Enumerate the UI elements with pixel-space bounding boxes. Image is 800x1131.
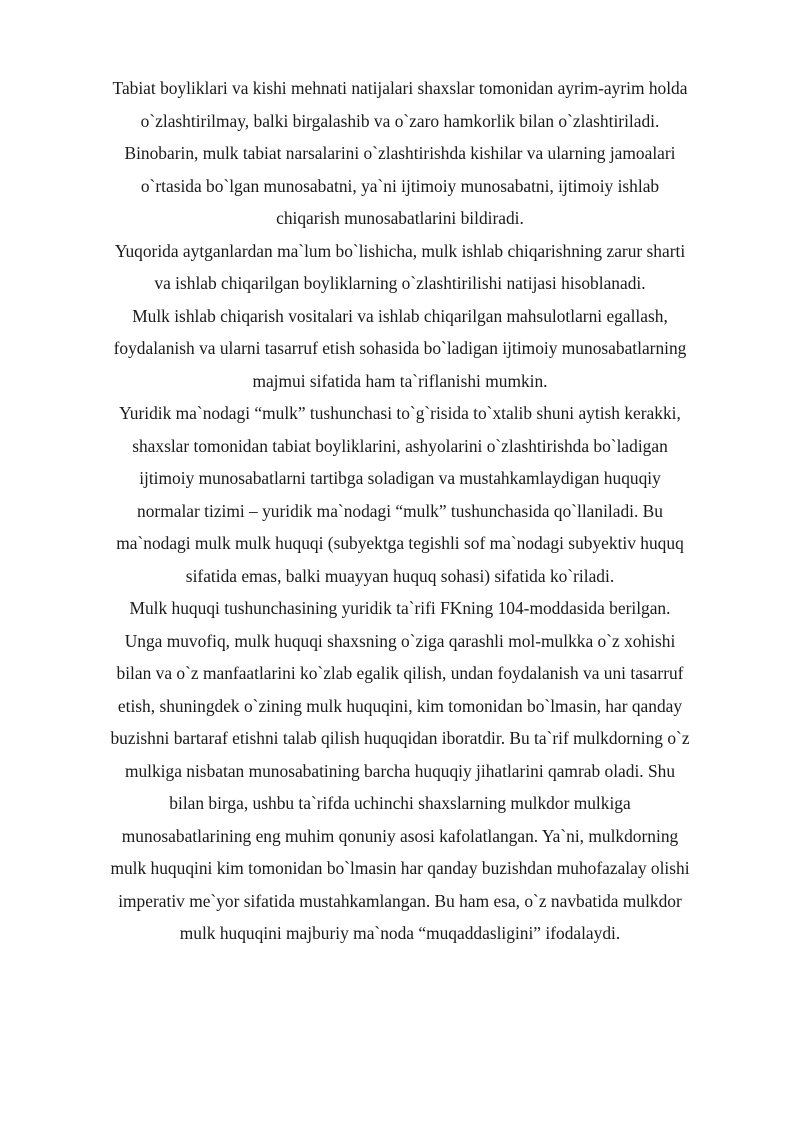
text-line: ijtimoiy munosabatlarni tartibga soladigan va mustahkamlaydigan huquqiy xyxy=(139,468,661,488)
text-line: bilan birga, ushbu ta`rifda uchinchi shaxslarning mulkdor mulkiga xyxy=(169,793,631,813)
text-line: Mulk huquqi tushunchasining yuridik ta`rifi FKning 104-moddasida berilgan. xyxy=(129,598,671,618)
text-line: Unga muvofiq, mulk huquqi shaxsning o`ziga qarashli mol-mulkka o`z xohishi xyxy=(124,630,676,651)
text-line: ma`nodagi mulk mulk huquqi (subyektga tegishli sof ma`nodagi subyektiv huquq xyxy=(116,533,684,553)
text-line: va ishlab chiqarilgan boyliklarning o`zlashtirilishi natijasi hisoblanadi. xyxy=(154,273,646,293)
text-line: mulk huquqini majburiy ma`noda “muqaddasligini” ifodalaydi. xyxy=(179,923,621,943)
text-line: Yuridik ma`nodagi “mulk” tushunchasi to`g`risida to`xtalib shuni aytish kerakki, xyxy=(119,403,681,423)
text-line: sifatida emas, balki muayyan huquq sohasi) sifatida ko`riladi. xyxy=(185,565,615,586)
text-line: shaxslar tomonidan tabiat boyliklarini, ashyolarini o`zlashtirishda bo`ladigan xyxy=(132,435,668,456)
text-line: Binobarin, mulk tabiat narsalarini o`zlashtirishda kishilar va ularning jamoalari xyxy=(124,143,676,163)
text-line: foydalanish va ularni tasarruf etish sohasida bo`ladigan ijtimoiy munosabatlarning xyxy=(113,338,687,358)
text-line: bilan va o`z manfaatlarini ko`zlab egalik qilish, undan foydalanish va uni tasarruf xyxy=(116,663,684,683)
text-line: imperativ me`yor sifatida mustahkamlangan. Bu ham esa, o`z navbatida mulkdor xyxy=(118,890,682,911)
text-line: munosabatlarining eng muhim qonuniy asosi kafolatlangan. Ya`ni, mulkdorning xyxy=(121,825,679,846)
text-line: chiqarish munosabatlarini bildiradi. xyxy=(276,208,524,228)
text-line: o`rtasida bo`lgan munosabatni, ya`ni ijtimoiy munosabatni, ijtimoiy ishlab xyxy=(140,175,660,196)
text-line: majmui sifatida ham ta`riflanishi mumkin. xyxy=(252,370,548,391)
text-line: o`zlashtirilmay, balki birgalashib va o`zaro hamkorlik bilan o`zlashtiriladi. xyxy=(140,110,660,131)
text-line: Tabiat boyliklari va kishi mehnati natijalari shaxslar tomonidan ayrim-ayrim holda xyxy=(112,78,688,98)
text-line: etish, shuningdek o`zining mulk huquqini, kim tomonidan bo`lmasin, har qanday xyxy=(117,695,683,716)
text-line: Yuqorida aytganlardan ma`lum bo`lishicha, mulk ishlab chiqarishning zarur sharti xyxy=(114,240,686,261)
text-line: buzishni bartaraf etishni talab qilish huquqidan iboratdir. Bu ta`rif mulkdorning o`z xyxy=(110,728,690,748)
body-text xyxy=(100,72,700,950)
text-line: Mulk ishlab chiqarish vositalari va ishlab chiqarilgan mahsulotlarni egallash, xyxy=(132,305,668,326)
text-line: normalar tizimi – yuridik ma`nodagi “mulk” tushunchasida qo`llaniladi. Bu xyxy=(137,500,663,521)
text-line: mulk huquqini kim tomonidan bo`lmasin har qanday buzishdan muhofazalay olishi xyxy=(110,858,690,878)
text-line: mulkiga nisbatan munosabatining barcha huquqiy jihatlarini qamrab oladi. Shu xyxy=(124,760,676,781)
